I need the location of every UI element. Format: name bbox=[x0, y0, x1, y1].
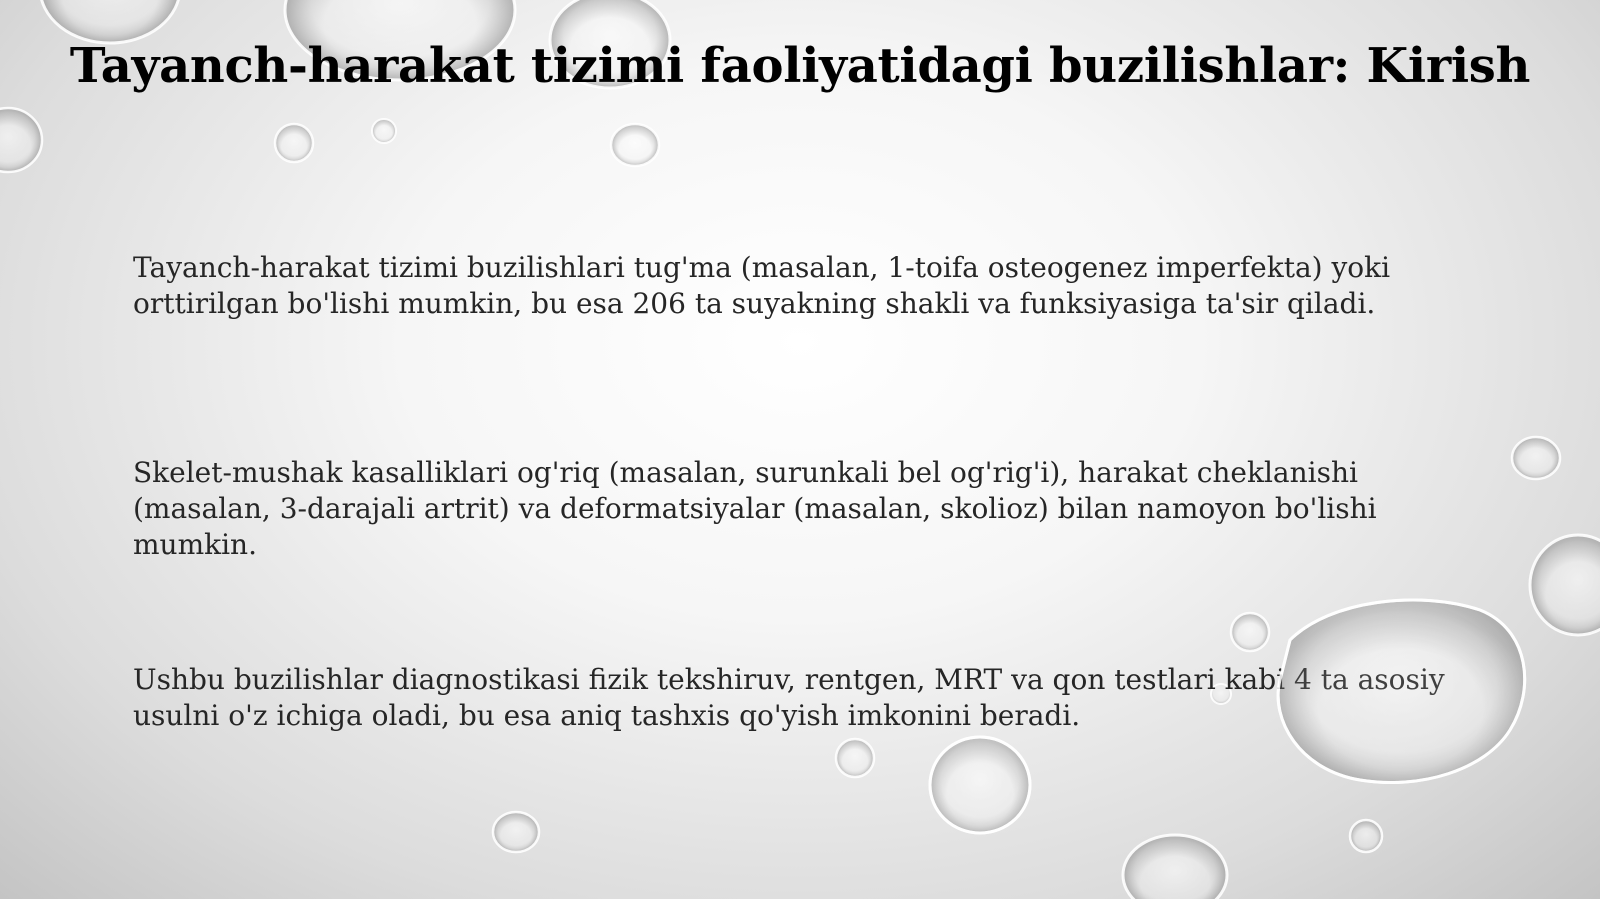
droplet bbox=[275, 124, 313, 162]
droplet bbox=[40, 0, 180, 43]
droplet bbox=[1231, 613, 1269, 651]
droplet bbox=[611, 124, 659, 166]
paragraph-congenital-acquired: Tayanch-harakat tizimi buzilishlari tug'ma (masalan, 1-toifa osteogenez imperfekta) yoki orttirilgan bo'lishi mumkin, bu esa 206 ta suyakning shakli va funksiyasiga ta'sir qiladi. bbox=[133, 251, 1391, 320]
paragraph-diagnostics: Ushbu buzilishlar diagnostikasi fizik tekshiruv, rentgen, MRT va qon testlari kabi 4 ta asosiy usulni o'z ichiga oladi, bu esa aniq tashxis qo'yish imkonini beradi. bbox=[133, 663, 1445, 732]
droplet bbox=[372, 119, 396, 143]
droplet bbox=[836, 739, 874, 777]
slide-title: Tayanch-harakat tizimi faoliyatidagi buzilishlar: Kirish bbox=[69, 38, 1531, 94]
droplet bbox=[1512, 437, 1560, 479]
droplet bbox=[1530, 535, 1600, 635]
droplet bbox=[1350, 820, 1382, 852]
droplet bbox=[493, 812, 539, 852]
droplet bbox=[930, 737, 1030, 833]
droplet bbox=[0, 108, 42, 172]
paragraph-symptoms: Skelet-mushak kasalliklari og'riq (masalan, surunkali bel og'rig'i), harakat cheklanishi (masalan, 3-darajali artrit) va deformatsiyalar (masalan, skolioz) bilan namoyon bo'lishi mumkin. bbox=[133, 456, 1377, 561]
droplet bbox=[1123, 835, 1227, 899]
